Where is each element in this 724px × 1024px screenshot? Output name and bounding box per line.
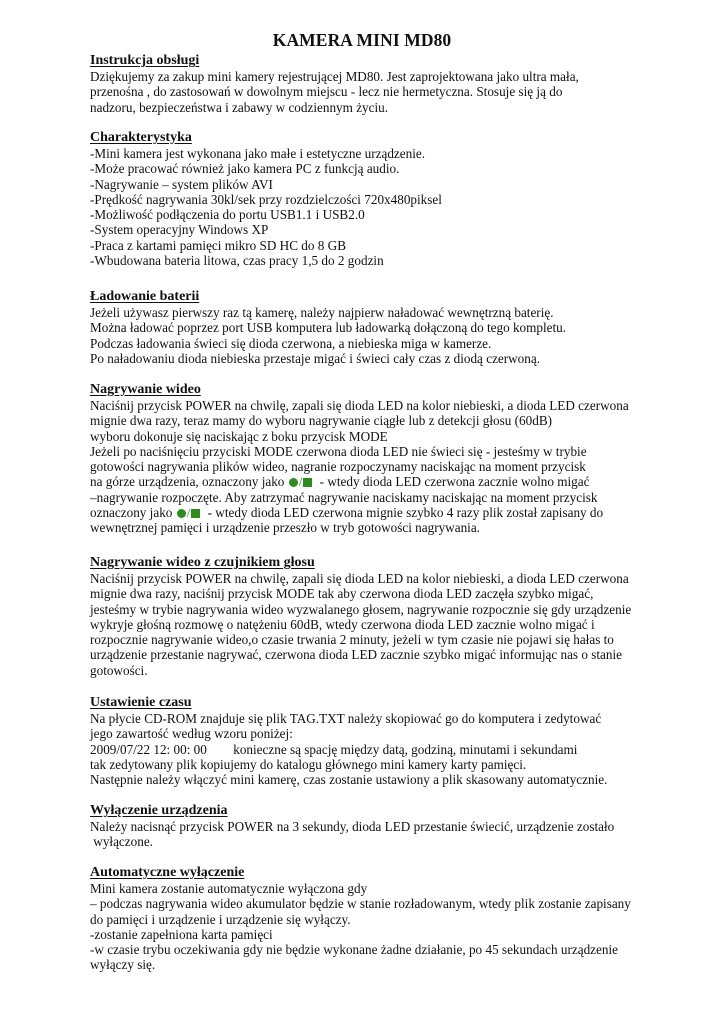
green-square-icon — [191, 509, 200, 518]
text-line: gotowości. — [90, 662, 148, 678]
list-item: -Prędkość nagrywania 30kl/sek przy rozdzielczości 720x480piksel — [90, 191, 442, 207]
text-line: – podczas nagrywania wideo akumulator będzie w stanie rozładowanym, wtedy plik zostanie zapisany — [90, 896, 631, 912]
text-line: 2009/07/22 12: 00: 00 konieczne są spację między datą, godziną, minutami i sekundami — [90, 741, 578, 757]
text-line: urządzenie przestanie nagrywać, czerwona dioda LED zacznie szybko migać informując nas o stanie — [90, 647, 623, 663]
list-item: -Wbudowana bateria litowa, czas pracy 1,5 do 2 godzin — [90, 253, 384, 269]
green-dot-icon — [289, 478, 298, 487]
section-heading: Nagrywanie wideo z czujnikiem głosu — [90, 555, 315, 570]
section-heading: Ustawienie czasu — [90, 695, 192, 710]
text-line: Dziękujemy za zakup mini kamery rejestrującej MD80. Jest zaprojektowana jako ultra mała, — [90, 69, 579, 84]
record-button-symbol — [288, 474, 313, 489]
text-line: tak zedytowany plik kopiujemy do katalogu głównego mini kamery karty pamięci. — [90, 756, 527, 772]
text-line: rozpocznie nagrywanie wideo,o czasie trwania 2 minuty, jeżeli w tym czasie nie pojawi się hałas to — [90, 632, 614, 648]
green-dot-icon — [177, 509, 186, 518]
text-line: jego zawartość według wzoru poniżej: — [90, 726, 293, 742]
section-heading: Charakterystyka — [90, 130, 192, 145]
text-line: Następnie należy włączyć mini kamerę, czas zostanie ustawiony a plik skasowany automatycznie. — [90, 772, 608, 788]
text-line — [90, 505, 690, 520]
text-line — [90, 474, 690, 489]
text-line: wyłączone. — [90, 834, 153, 850]
text-line: przenośna , do zastosowań w dowolnym miejscu - lecz nie hermetyczna. Stosuje się ją do — [90, 84, 563, 100]
text-fragment: oznaczony jako — [90, 505, 173, 521]
list-item: -Możliwość podłączenia do portu USB1.1 i USB2.0 — [90, 207, 365, 223]
text-line: wyłączy się. — [90, 957, 156, 973]
list-item: -System operacyjny Windows XP — [90, 222, 269, 238]
text-line: Należy nacisnąć przycisk POWER na 3 sekundy, dioda LED przestanie świecić, urządzenie zostało — [90, 819, 615, 834]
text-fragment: na górze urządzenia, oznaczony jako — [90, 474, 285, 490]
record-button-symbol — [176, 505, 201, 520]
slash-icon: / — [298, 474, 303, 490]
section-battery-charging — [90, 287, 690, 366]
text-line: –nagrywanie rozpoczęte. Aby zatrzymać nagrywanie naciskamy naciskając na moment przycisk — [90, 489, 598, 505]
text-line: nadzoru, bezpieczeństwa i zabawy w codziennym życiu. — [90, 99, 389, 115]
text-fragment: - wtedy dioda LED czerwona mignie szybko 4 razy plik został zapisany do — [207, 505, 604, 521]
text-line: Naciśnij przycisk POWER na chwilę, zapali się dioda LED na kolor niebieski, a dioda LED czerwona — [90, 571, 629, 586]
text-line: Można ładować poprzez port USB komputera lub ładowarką dołączoną do tego kompletu. — [90, 320, 567, 336]
text-line: wyboru dokonuje się naciskając z boku przycisk MODE — [90, 428, 388, 444]
text-line: Jeżeli po naciśnięciu przyciski MODE czerwona dioda LED nie świeci się - jesteśmy w trybie — [90, 443, 587, 459]
text-line: jesteśmy w trybie nagrywania wideo wyzwalanego głosem, nagrywanie rozpocznie się gdy urządzenie — [90, 601, 632, 617]
document-title: KAMERA MINI MD80 — [272, 30, 452, 50]
text-line: Na płycie CD-ROM znajduje się plik TAG.TXT należy skopiować go do komputera i zedytować — [90, 711, 602, 726]
slash-icon: / — [186, 505, 191, 521]
section-heading: Automatyczne wyłączenie — [90, 865, 245, 880]
section-voice-activated-recording — [90, 553, 690, 678]
text-line: Jeżeli używasz pierwszy raz tą kamerę, należy najpierw naładować wewnętrzną baterię. — [90, 305, 554, 320]
section-time-setting — [90, 693, 690, 787]
section-heading: Instrukcja obsługi — [90, 53, 200, 68]
text-line: Podczas ładowania świeci się dioda czerwona, a niebieska miga w kamerze. — [90, 335, 492, 351]
section-heading: Ładowanie baterii — [90, 289, 200, 304]
text-fragment: - wtedy dioda LED czerwona zacznie wolno migać — [319, 474, 590, 490]
text-line: -zostanie zapełniona karta pamięci — [90, 926, 273, 942]
list-item: -Praca z kartami pamięci mikro SD HC do 8 GB — [90, 237, 346, 253]
section-instructions — [90, 51, 690, 115]
green-square-icon — [303, 478, 312, 487]
section-features — [90, 128, 690, 268]
text-line: -w czasie trybu oczekiwania gdy nie będzie wykonane żadne działanie, po 45 sekundach urządzenie — [90, 942, 618, 958]
text-line: wewnętrznej pamięci i urządzenie przeszło w tryb gotowości nagrywania. — [90, 520, 480, 536]
section-heading: Nagrywanie wideo — [90, 382, 201, 397]
section-power-off — [90, 801, 690, 850]
text-line: gotowości nagrywania plików wideo, nagranie rozpoczynamy naciskając na moment przycisk — [90, 459, 586, 475]
list-item: -Nagrywanie – system plików AVI — [90, 176, 273, 192]
text-line: Mini kamera zostanie automatycznie wyłączona gdy — [90, 881, 368, 896]
list-item: -Może pracować również jako kamera PC z funkcją audio. — [90, 161, 400, 177]
text-line: mignie dwa razy, naciśnij przycisk MODE tak aby czerwona dioda LED zaczęła szybko migać, — [90, 586, 594, 602]
list-item: -Mini kamera jest wykonana jako małe i estetyczne urządzenie. — [90, 146, 426, 161]
text-line: do pamięci i urządzenie i urządzenie się wyłączy. — [90, 911, 351, 927]
text-line: wykryje głośną rozmowę o natężeniu 60dB, wtedy czerwona dioda LED zacznie wolno migać i — [90, 616, 595, 632]
section-video-recording — [90, 380, 690, 536]
section-auto-power-off — [90, 863, 690, 973]
section-heading: Wyłączenie urządzenia — [90, 803, 228, 818]
text-line: Po naładowaniu dioda niebieska przestaje migać i świeci cały czas z diodą czerwoną. — [90, 350, 541, 366]
text-line: mignie dwa razy, teraz mamy do wyboru nagrywanie ciągłe lub z detekcji głosu (60dB) — [90, 413, 553, 429]
text-line: Naciśnij przycisk POWER na chwilę, zapali się dioda LED na kolor niebieski, a dioda LED czerwona — [90, 398, 629, 413]
